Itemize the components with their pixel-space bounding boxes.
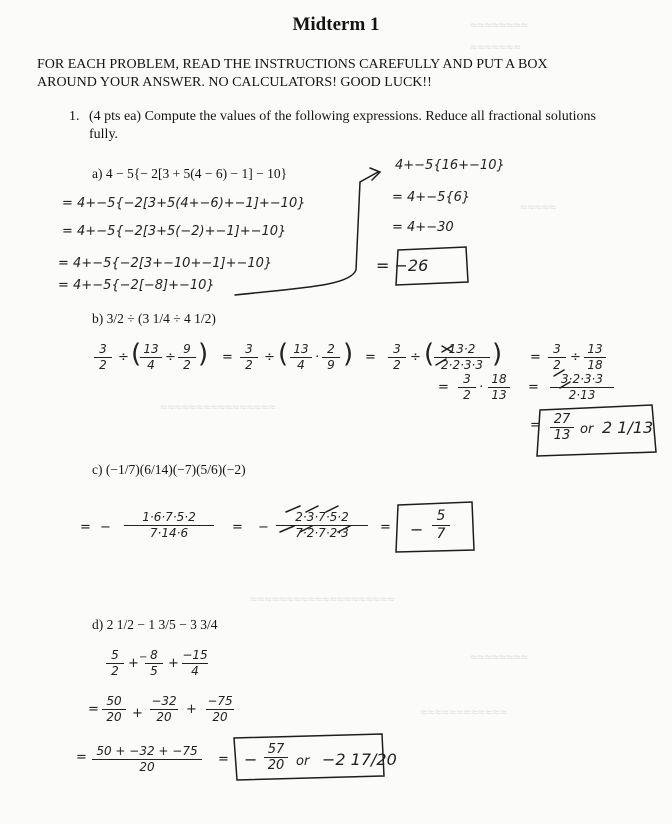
answer-box-a <box>396 247 468 285</box>
fraction: 18 13 <box>488 372 510 403</box>
equals-sign: = <box>438 380 449 395</box>
fraction: 13 4 <box>140 342 162 373</box>
minus-sign: − <box>100 520 111 535</box>
crossout-mark <box>436 359 446 365</box>
equals-sign: = <box>380 520 391 535</box>
part-a-work-line: = 4+−5{−2[3+5(−2)+−1]+−10} <box>62 224 287 239</box>
crossout-mark <box>280 526 350 532</box>
instructions: FOR EACH PROBLEM, READ THE INSTRUCTIONS CAREFULLY AND PUT A BOX AROUND YOUR ANSWER. NO CALCULATORS! GOOD LUCK!! <box>37 57 548 90</box>
part-a-work-right: = 4+−30 <box>392 220 454 235</box>
equals-sign: = <box>232 520 243 535</box>
fraction: −75 20 <box>207 694 233 724</box>
fraction: 50 20 <box>102 694 126 725</box>
equals-sign: = <box>222 350 233 365</box>
part-a-label: a) 4 − 5{− 2[3 + 5(4 − 6) − 1] − 10} <box>92 166 288 181</box>
part-b-label: b) 3/2 ÷ (3 1/4 ÷ 4 1/2) <box>92 311 216 326</box>
part-a-work-right: 4+−5{16+−10} <box>395 158 505 173</box>
fraction: 8 5 <box>145 648 163 679</box>
divide-sign: ÷ <box>264 350 275 365</box>
plus-sign: + <box>132 706 143 721</box>
crossout-mark <box>442 346 452 352</box>
divide-sign: ÷ <box>118 350 129 365</box>
fraction: −32 20 <box>151 694 177 724</box>
equals-sign: = <box>80 520 91 535</box>
fraction: 5 2 <box>106 648 124 679</box>
fraction: 3 2 <box>94 342 112 373</box>
equals-sign: = <box>218 752 229 767</box>
part-a-answer: = −26 <box>376 256 429 275</box>
minus-sign: − <box>139 652 148 663</box>
paren-open: ( <box>278 339 289 369</box>
fraction: 9 2 <box>178 342 196 373</box>
plus-sign: + <box>128 656 139 671</box>
equals-sign: = <box>88 702 99 717</box>
crossout-mark <box>554 370 570 388</box>
page-title: Midterm 1 <box>292 14 380 35</box>
minus-sign: − <box>244 750 258 769</box>
fraction: 2·3·7·5·2 7·2·7·2·3 <box>276 510 368 541</box>
answer-fraction: 57 20 <box>264 742 288 773</box>
bleed-through-text: ≈≈≈≈≈≈≈≈≈≈≈≈≈≈≈≈≈≈≈≈ <box>250 592 395 606</box>
equals-sign: = <box>528 380 539 395</box>
fraction: 3·2·3·3 2·13 <box>550 372 614 403</box>
mixed-number: 2 1/13 <box>602 418 654 437</box>
part-a-work-line: = 4+−5{−2[3+5(4+−6)+−1]+−10} <box>62 196 306 211</box>
divide-sign: ÷ <box>570 350 581 365</box>
bleed-through-text: ≈≈≈≈≈≈≈≈ <box>470 650 528 664</box>
fraction: 13·2 2·2·3·3 <box>434 342 490 373</box>
or-text: or <box>580 422 594 437</box>
answer-fraction: 27 13 <box>550 412 574 443</box>
fraction: 3 2 <box>458 372 476 403</box>
times-dot: · <box>479 380 484 395</box>
bleed-through-text: ≈≈≈≈≈≈≈ <box>470 40 521 54</box>
problem-number: 1. <box>69 109 80 124</box>
fraction: 13 4 <box>290 342 312 373</box>
bleed-through-text: ≈≈≈≈≈≈≈≈≈≈≈≈ <box>420 705 507 719</box>
paren-open: ( <box>424 339 435 369</box>
times-dot: · <box>315 350 320 365</box>
plus-sign: + <box>186 702 197 717</box>
paren-close: ) <box>343 339 354 369</box>
bleed-through-text: ≈≈≈≈≈≈≈≈≈≈≈≈≈≈≈≈ <box>160 400 276 414</box>
part-a-work-right: = 4+−5{6} <box>392 190 471 205</box>
fraction: 1·6·7·5·2 7·14·6 <box>124 510 214 541</box>
part-a-work-line: = 4+−5{−2[3+−10+−1]+−10} <box>58 256 273 271</box>
answer-box-c <box>396 502 474 552</box>
fraction: −15 4 <box>182 648 208 678</box>
equals-sign: = <box>530 350 541 365</box>
answer-box-b <box>537 405 656 456</box>
equals-sign: = <box>365 350 376 365</box>
paren-open: ( <box>131 339 142 369</box>
fraction: 13 18 <box>584 342 606 373</box>
equals-sign: = <box>76 750 87 765</box>
fraction: 2 9 <box>322 342 340 373</box>
bleed-through-text: ≈≈≈≈≈≈≈≈ <box>470 18 528 32</box>
problem-text: (4 pts ea) Compute the values of the following expressions. Reduce all fractional solutions fully. <box>89 109 596 142</box>
fraction: 50 + −32 + −75 20 <box>92 744 202 775</box>
plus-sign: + <box>168 656 179 671</box>
minus-sign: − <box>410 520 424 539</box>
fraction: 3 2 <box>548 342 566 373</box>
bleed-through-text: ≈≈≈≈≈ <box>520 200 557 214</box>
paren-close: ) <box>198 339 209 369</box>
fraction: 3 2 <box>240 342 258 373</box>
mixed-number: −2 17/20 <box>322 750 397 769</box>
crossout-mark <box>286 506 338 512</box>
divide-sign: ÷ <box>165 350 176 365</box>
part-c-label: c) (−1/7)(6/14)(−7)(5/6)(−2) <box>92 462 246 477</box>
part-d-label: d) 2 1/2 − 1 3/5 − 3 3/4 <box>92 617 218 632</box>
answer-box-d <box>234 734 384 780</box>
fraction: 3 2 <box>388 342 406 373</box>
or-text: or <box>296 754 310 769</box>
paren-close: ) <box>492 339 503 369</box>
divide-sign: ÷ <box>410 350 421 365</box>
answer-fraction: 5 7 <box>432 508 450 543</box>
part-a-work-line: = 4+−5{−2[−8]+−10} <box>58 278 215 293</box>
equals-sign: = <box>530 418 541 433</box>
minus-sign: − <box>258 520 269 535</box>
arrow-curve <box>235 172 378 295</box>
